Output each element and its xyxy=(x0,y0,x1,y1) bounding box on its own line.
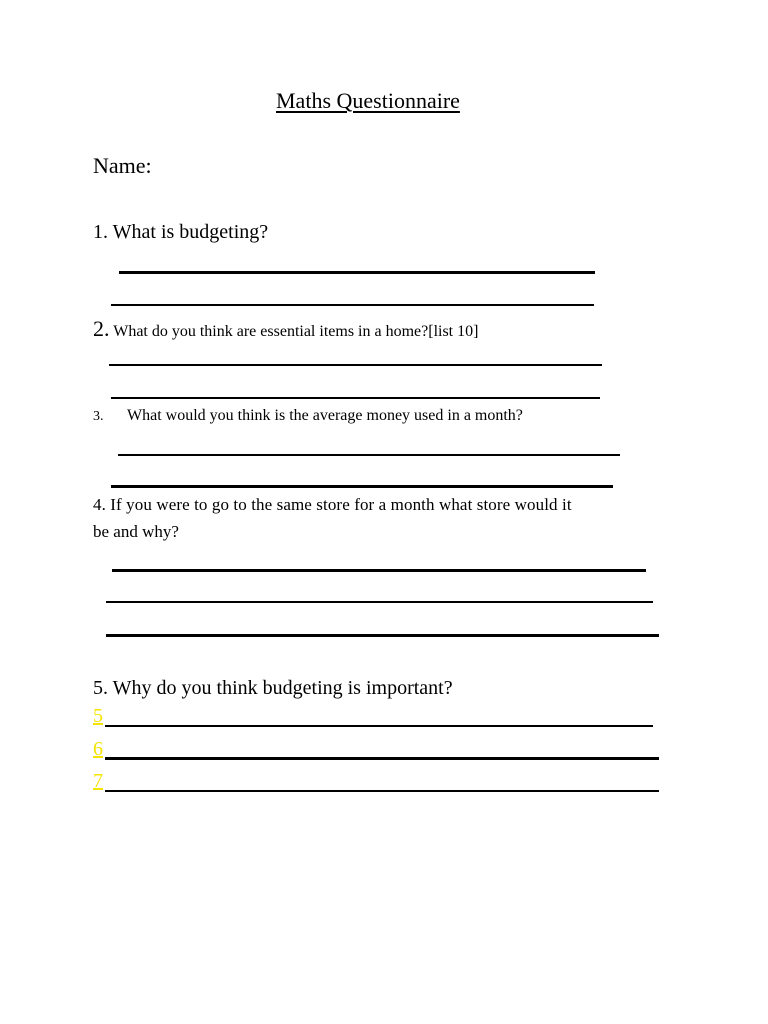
page-title: Maths Questionnaire xyxy=(276,88,460,113)
answer-line xyxy=(105,757,659,760)
question-3-number: 3. xyxy=(93,409,104,424)
answer-line xyxy=(105,725,653,727)
answer-line xyxy=(118,454,620,456)
question-2 xyxy=(93,318,478,340)
question-4-line-1: 4. If you were to go to the same store for a month what store would it xyxy=(93,495,572,514)
question-4-line-2: be and why? xyxy=(93,522,179,541)
answer-line xyxy=(109,364,602,366)
answer-line xyxy=(106,634,659,637)
answer-line xyxy=(111,397,600,399)
answer-line xyxy=(106,601,653,603)
question-3-text: What would you think is the average money used in a month? xyxy=(127,407,523,424)
list-number: 7 xyxy=(93,770,103,792)
question-5: 5. Why do you think budgeting is important? xyxy=(93,677,453,699)
answer-line xyxy=(119,271,595,274)
question-3 xyxy=(93,408,523,424)
question-1: 1. What is budgeting? xyxy=(93,221,269,243)
question-2-number: 2. xyxy=(93,316,110,341)
list-number: 5 xyxy=(93,705,103,727)
list-number: 6 xyxy=(93,738,103,760)
answer-line xyxy=(111,304,594,306)
answer-line xyxy=(112,569,646,572)
question-2-text: What do you think are essential items in a home?[list 10] xyxy=(109,323,479,340)
answer-line xyxy=(111,485,613,488)
name-label: Name: xyxy=(93,153,152,178)
answer-line xyxy=(105,790,659,792)
